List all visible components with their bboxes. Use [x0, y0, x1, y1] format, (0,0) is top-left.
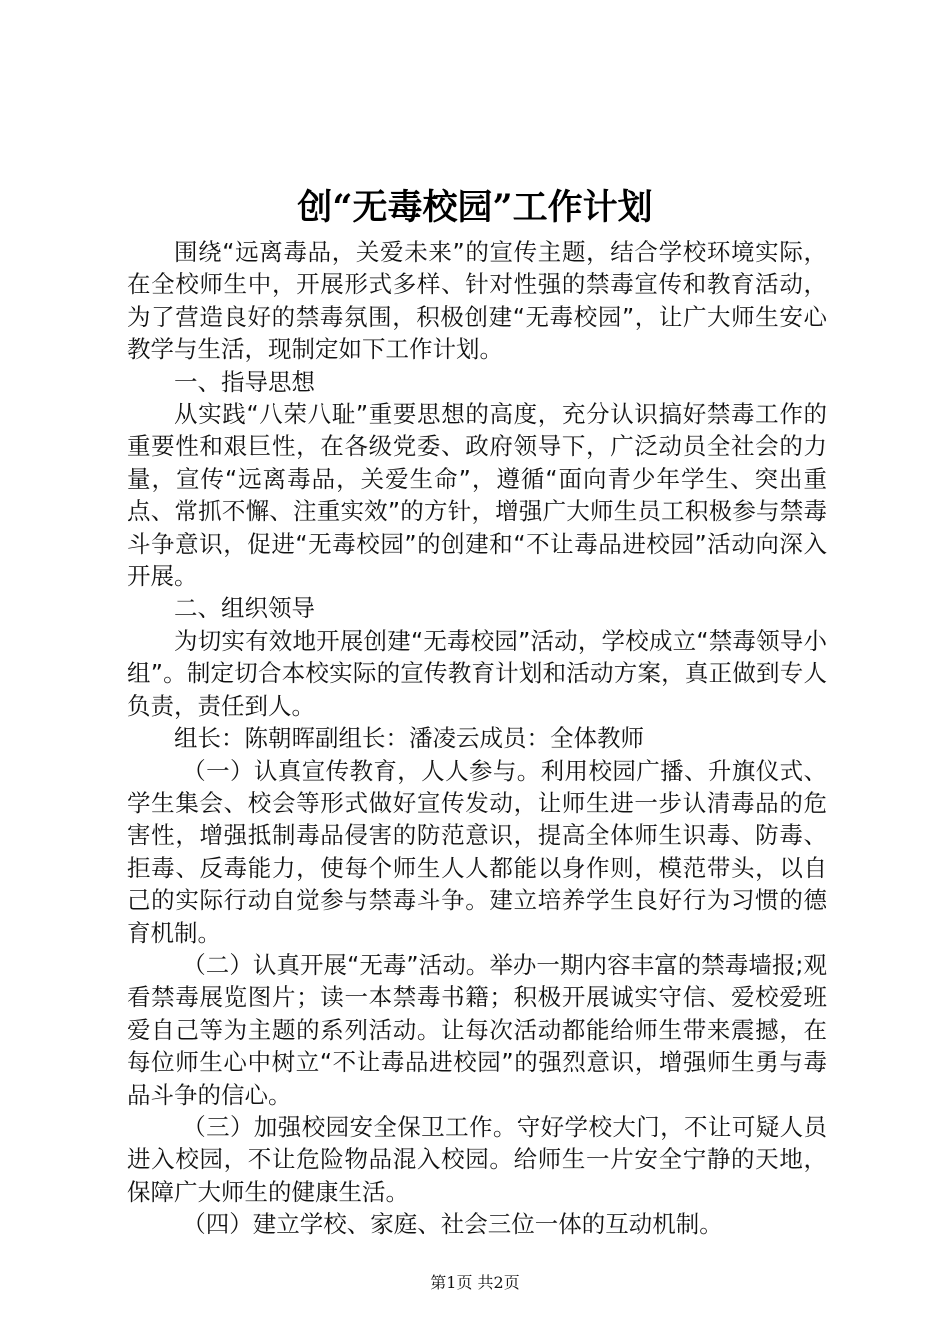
document-title: 创“无毒校园”工作计划 — [297, 187, 653, 228]
item-3-paragraph: （三）加强校园安全保卫工作。守好学校大门，不让可疑人员进入校园，不让危险物品混入校园。给师生一片安全宁静的天地，保障广大师生的健康生活。 — [127, 1112, 827, 1206]
item-2-paragraph: （二）认真开展“无毒”活动。举办一期内容丰富的禁毒墙报;观看禁毒展览图片；读一本禁毒书籍；积极开展诚实守信、爱校爱班爱自己等为主题的系列活动。让每次活动都能给师生带来震撼，在每位师生心中树立“不让毒品进校园”的强烈意识，增强师生勇与毒品斗争的信心。 — [127, 950, 827, 1109]
guiding-thought-paragraph: 从实践“八荣八耻”重要思想的高度，充分认识搞好禁毒工作的重要性和艰巨性，在各级党委、政府领导下，广泛动员全社会的力量，宣传“远离毒品，关爱生命”，遵循“面向青少年学生、突出重点、常抓不懈、注重实效”的方针，增强广大师生员工积极参与禁毒斗争意识，促进“无毒校园”的创建和“不让毒品进校园”活动向深入开展。 — [127, 400, 827, 591]
leadership-members-line: 组长：陈朝晖副组长：潘凌云成员：全体教师 — [174, 724, 644, 753]
item-4-paragraph: （四）建立学校、家庭、社会三位一体的互动机制。 — [182, 1210, 723, 1239]
item-1-paragraph: （一）认真宣传教育，人人参与。利用校园广播、升旗仪式、学生集会、校会等形式做好宣传发动，让师生进一步认清毒品的危害性，增强抵制毒品侵害的防范意识，提高全体师生识毒、防毒、拒毒、反毒能力，使每个师生人人都能以身作则，模范带头，以自己的实际行动自觉参与禁毒斗争。建立培养学生良好行为习惯的德育机制。 — [127, 756, 827, 947]
section-heading-organization: 二、组织领导 — [174, 594, 315, 623]
page-footer: 第1页 共2页 — [430, 1273, 520, 1292]
document-body — [127, 236, 827, 1241]
section-heading-guiding-thought: 一、指导思想 — [174, 367, 315, 396]
organization-paragraph: 为切实有效地开展创建“无毒校园”活动，学校成立“禁毒领导小组”。制定切合本校实际的宣传教育计划和活动方案，真正做到专人负责，责任到人。 — [127, 626, 827, 720]
intro-paragraph: 围绕“远离毒品，关爱未来”的宣传主题，结合学校环境实际，在全校师生中，开展形式多样、针对性强的禁毒宣传和教育活动，为了营造良好的禁毒氛围，积极创建“无毒校园”，让广大师生安心教学与生活，现制定如下工作计划。 — [127, 238, 827, 364]
